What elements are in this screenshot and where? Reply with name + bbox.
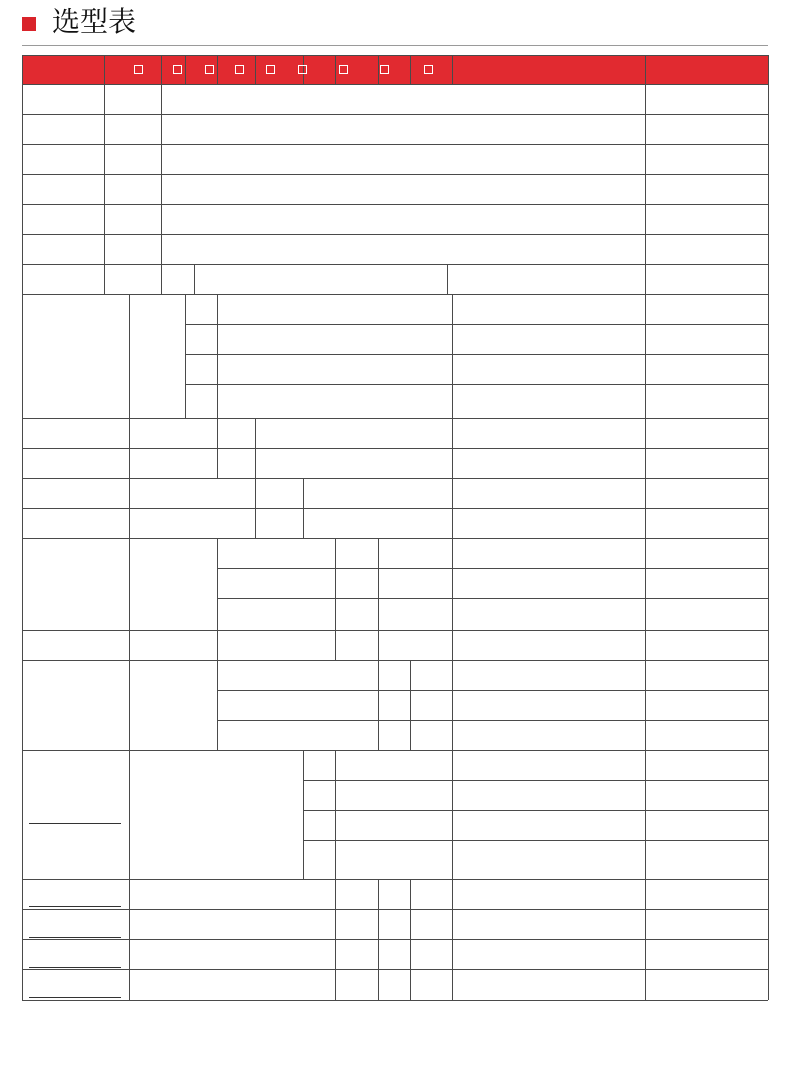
grid-line	[645, 630, 646, 660]
grid-line	[645, 84, 646, 114]
grid-line	[217, 324, 218, 354]
grid-line	[185, 294, 186, 324]
grid-line	[645, 478, 646, 508]
underline-rule	[29, 967, 121, 968]
grid-line	[161, 174, 162, 204]
grid-line	[452, 939, 453, 969]
grid-line	[185, 55, 186, 84]
grid-line	[335, 909, 336, 939]
grid-line	[410, 660, 411, 690]
empty-box-icon	[205, 65, 214, 74]
grid-line	[22, 294, 768, 295]
grid-line	[303, 840, 768, 841]
grid-line	[255, 448, 256, 478]
grid-line	[185, 324, 768, 325]
grid-line	[161, 264, 162, 294]
grid-line	[335, 810, 336, 840]
grid-line	[645, 538, 646, 568]
grid-line	[645, 418, 646, 448]
grid-line	[185, 384, 186, 418]
grid-line	[452, 879, 453, 909]
grid-line	[378, 720, 379, 750]
grid-line	[452, 294, 453, 324]
page-title: 选型表	[52, 5, 137, 38]
grid-line	[104, 55, 105, 84]
grid-line	[335, 840, 336, 879]
grid-line	[22, 939, 768, 940]
grid-line	[22, 478, 768, 479]
grid-line	[452, 969, 453, 1000]
grid-line	[185, 324, 186, 354]
grid-line	[645, 879, 646, 909]
grid-line	[452, 598, 453, 630]
grid-line	[217, 294, 218, 324]
grid-line	[217, 448, 218, 478]
grid-line	[22, 969, 768, 970]
grid-line	[255, 478, 256, 508]
grid-line	[410, 690, 411, 720]
grid-line	[335, 538, 336, 568]
grid-line	[645, 384, 646, 418]
grid-line	[22, 448, 768, 449]
grid-line	[129, 294, 130, 418]
grid-line	[335, 630, 336, 660]
grid-line	[335, 55, 336, 84]
grid-line	[452, 909, 453, 939]
grid-line	[217, 384, 218, 418]
grid-line	[452, 55, 453, 84]
grid-line	[22, 55, 768, 56]
grid-line	[335, 780, 336, 810]
grid-line	[217, 418, 218, 448]
grid-line	[22, 234, 768, 235]
grid-line	[255, 55, 256, 84]
grid-line	[645, 720, 646, 750]
grid-line	[185, 384, 768, 385]
underline-rule	[29, 906, 121, 907]
grid-line	[645, 969, 646, 1000]
grid-line	[378, 55, 379, 84]
grid-line	[378, 598, 379, 630]
grid-line	[185, 354, 186, 384]
grid-line	[22, 204, 768, 205]
grid-line	[22, 1000, 768, 1001]
grid-line	[129, 660, 217, 661]
grid-line	[22, 508, 768, 509]
grid-line	[303, 750, 304, 780]
empty-box-icon	[339, 65, 348, 74]
grid-line	[378, 939, 379, 969]
grid-line	[161, 204, 162, 234]
grid-line	[22, 264, 768, 265]
grid-line	[645, 204, 646, 234]
grid-line	[22, 114, 768, 115]
grid-line	[452, 478, 453, 508]
grid-line	[645, 114, 646, 144]
grid-line	[22, 630, 768, 631]
grid-line	[217, 598, 768, 599]
grid-line	[217, 568, 768, 569]
grid-line	[303, 810, 768, 811]
grid-line	[645, 264, 646, 294]
underline-rule	[29, 937, 121, 938]
grid-line	[768, 55, 769, 1000]
grid-line	[303, 780, 768, 781]
grid-line	[129, 538, 130, 1000]
grid-line	[161, 114, 162, 144]
grid-line	[452, 418, 453, 448]
grid-line	[447, 264, 448, 294]
grid-line	[129, 538, 217, 539]
grid-line	[645, 234, 646, 264]
grid-line	[378, 630, 379, 660]
grid-line	[335, 598, 336, 630]
grid-line	[452, 354, 453, 384]
grid-line	[452, 508, 453, 538]
grid-line	[645, 568, 646, 598]
grid-line	[645, 448, 646, 478]
grid-line	[378, 690, 379, 720]
grid-line	[22, 55, 23, 1000]
grid-line	[645, 324, 646, 354]
grid-line	[217, 55, 218, 84]
grid-line	[161, 144, 162, 174]
grid-line	[378, 909, 379, 939]
grid-line	[452, 324, 453, 354]
grid-line	[22, 909, 768, 910]
grid-line	[129, 750, 303, 751]
grid-line	[335, 969, 336, 1000]
grid-line	[452, 660, 453, 690]
grid-line	[303, 840, 304, 879]
empty-box-icon	[134, 65, 143, 74]
grid-line	[378, 660, 379, 690]
grid-line	[645, 660, 646, 690]
grid-line	[452, 630, 453, 660]
underline-rule	[29, 823, 121, 824]
grid-line	[645, 174, 646, 204]
grid-line	[22, 418, 768, 419]
empty-box-icon	[266, 65, 275, 74]
grid-line	[217, 538, 218, 750]
grid-line	[645, 144, 646, 174]
grid-line	[194, 264, 195, 294]
grid-line	[645, 508, 646, 538]
grid-line	[645, 780, 646, 810]
grid-line	[217, 690, 768, 691]
grid-line	[410, 720, 411, 750]
grid-line	[303, 810, 304, 840]
grid-line	[645, 598, 646, 630]
grid-line	[335, 879, 336, 909]
grid-line	[410, 55, 411, 84]
grid-line	[452, 384, 453, 418]
grid-line	[335, 939, 336, 969]
grid-line	[161, 234, 162, 264]
empty-box-icon	[173, 65, 182, 74]
grid-line	[303, 478, 304, 508]
grid-line	[645, 939, 646, 969]
empty-box-icon	[298, 65, 307, 74]
grid-line	[378, 969, 379, 1000]
grid-line	[378, 879, 379, 909]
grid-line	[22, 879, 768, 880]
grid-line	[452, 448, 453, 478]
grid-line	[645, 690, 646, 720]
grid-line	[161, 84, 162, 114]
grid-line	[335, 750, 336, 780]
grid-line	[22, 144, 768, 145]
grid-line	[452, 568, 453, 598]
grid-line	[645, 909, 646, 939]
grid-line	[452, 538, 453, 568]
grid-line	[217, 720, 768, 721]
empty-box-icon	[380, 65, 389, 74]
grid-line	[185, 354, 768, 355]
grid-line	[452, 810, 453, 840]
grid-line	[645, 354, 646, 384]
empty-box-icon	[235, 65, 244, 74]
grid-line	[104, 264, 105, 294]
grid-line	[452, 690, 453, 720]
grid-line	[255, 508, 256, 538]
grid-line	[645, 840, 646, 879]
grid-line	[22, 84, 768, 85]
grid-line	[378, 568, 379, 598]
grid-line	[452, 840, 453, 879]
grid-line	[645, 55, 646, 84]
grid-line	[255, 418, 256, 448]
underline-rule	[29, 997, 121, 998]
grid-line	[378, 538, 379, 568]
grid-line	[303, 508, 304, 538]
grid-line	[161, 55, 162, 84]
grid-line	[645, 810, 646, 840]
grid-line	[452, 720, 453, 750]
grid-line	[303, 780, 304, 810]
grid-line	[645, 750, 646, 780]
grid-line	[22, 174, 768, 175]
grid-line	[217, 354, 218, 384]
grid-line	[452, 750, 453, 780]
grid-line	[645, 294, 646, 324]
grid-line	[335, 568, 336, 598]
grid-line	[452, 780, 453, 810]
empty-box-icon	[424, 65, 433, 74]
